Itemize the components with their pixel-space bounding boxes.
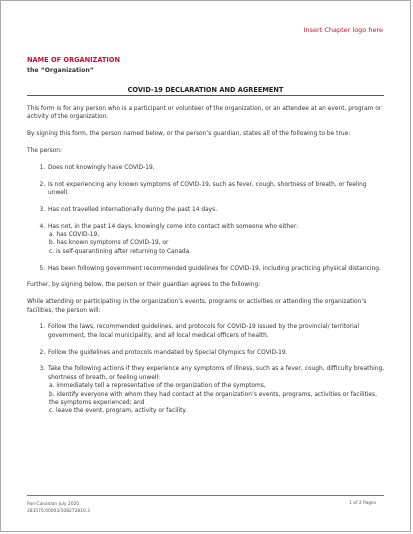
footer-divider [27, 495, 384, 496]
title-divider [27, 95, 384, 96]
declaration-item [47, 265, 385, 273]
agreement-item [47, 349, 385, 357]
declaration-item-text: Has not, in the past 14 days, knowingly come into contact with someone who either: [48, 223, 299, 230]
agreement-item-text: Follow the laws, recommended guidelines, and protocols for COVID-19 issued by the provincial/ territorial government, the local municipality, and all local medical officers of health. [48, 324, 359, 339]
declaration-item-text: Has been following government recommended guidelines for COVID-19, including practicing physical distancing. [48, 265, 381, 272]
further-statement: Further, by signing below, the person or their guardian agrees to the following: [27, 282, 261, 289]
participation-statement: While attending or participating in the organization’s events, programs or activities or attending the organization’s facilities, the person will: [27, 299, 367, 314]
agreement-list [27, 323, 385, 415]
agreement-sub-item: b. identify everyone with whom they had contact at the organization’s events, programs, activities or facilities, the symptoms experienced; and [49, 391, 377, 407]
document-title: COVID-19 DECLARATION AND AGREEMENT [127, 86, 284, 94]
declaration-sub-item: c. is self-quarantining after returning to Canada. [49, 248, 192, 255]
agreement-sub-item: c. leave the event, program, activity or facility. [49, 408, 187, 415]
declaration-item [47, 181, 385, 198]
declaration-item-text: Is not experiencing any known symptoms of COVID-19, such as fever, cough, shortness of breath, or feeling unwell. [48, 181, 367, 196]
declaration-item-text: Does not knowingly have COVID-19. [48, 164, 155, 171]
declaration-item-text: Has not travelled internationally during the past 14 days. [48, 206, 218, 213]
organization-name: NAME OF ORGANIZATION [27, 56, 121, 64]
declaration-item [47, 223, 385, 257]
footer-date: Pan-Canadian July 2020 [27, 502, 80, 507]
declaration-sub-item: a. has COVID-19, [49, 232, 100, 238]
declaration-item [47, 164, 385, 172]
intro-paragraph: This form is for any person who is a participant or volunteer of the organization, or an attendee at an event, program or activity of the organization. [27, 106, 382, 121]
organization-alias: the “Organization” [27, 67, 94, 74]
agreement-sub-list [48, 382, 385, 416]
declaration-sub-item: b. has known symptoms of COVID-19, or [49, 240, 169, 247]
agreement-sub-item: a. immediately tell a representative of the organization of the symptoms, [49, 383, 266, 390]
agreement-item [47, 323, 385, 340]
document-body [27, 105, 385, 424]
person-declaration-list [27, 164, 385, 273]
logo-placeholder: Insert Chapter logo here [303, 26, 383, 34]
agreement-item-text: Take the following actions if they experience any symptoms of illness, such as a fever, cough, difficulty breathing, shortness of breath, or feeling unwell: [48, 366, 385, 381]
footer-document-id: 283575.00003/108272810.3 [27, 509, 90, 514]
footer-left [27, 501, 90, 515]
declaration-item [47, 206, 385, 214]
signing-statement: By signing this form, the person named below, or the person’s guardian, states all of the following to be true: [27, 131, 351, 138]
declaration-sub-list [48, 231, 385, 256]
agreement-item [47, 365, 385, 415]
person-heading: The person: [27, 148, 63, 154]
agreement-item-text: Follow the guidelines and protocols mandated by Special Olympics for COVID-19. [48, 349, 288, 356]
page-number: 1 of 2 Pages [349, 501, 376, 506]
